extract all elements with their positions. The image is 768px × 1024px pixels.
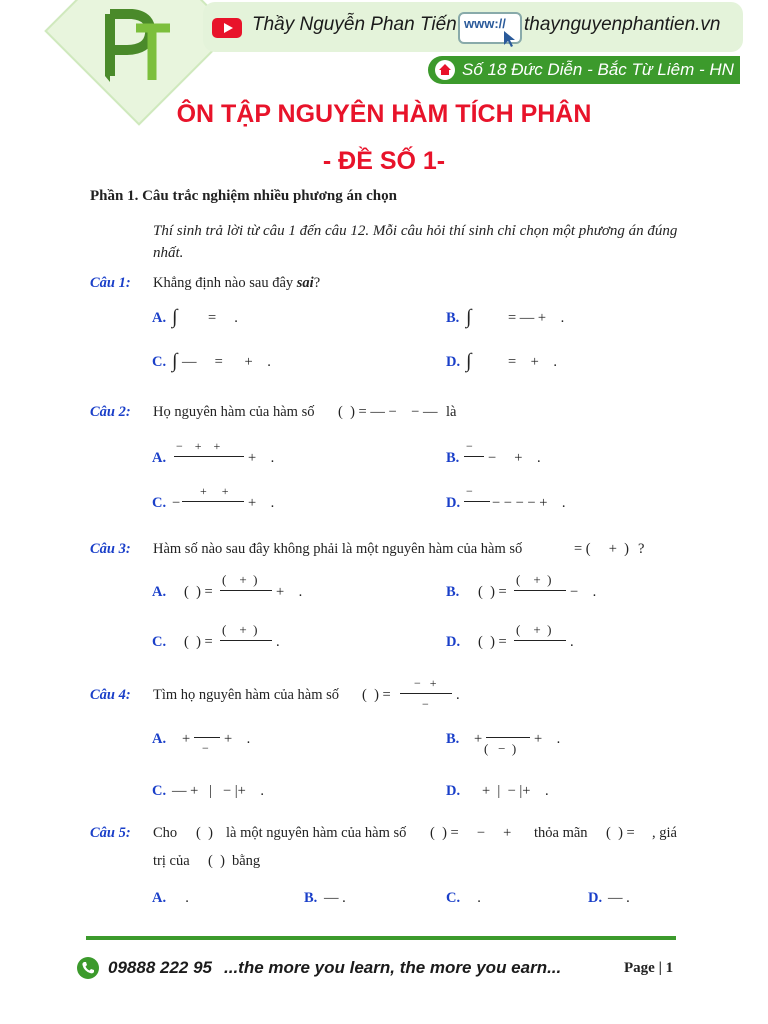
q3-option-b-lhs: ( ) = — [478, 584, 507, 600]
q4-option-a-label[interactable]: A. — [152, 731, 167, 747]
q5-fx: ( ) — [196, 825, 213, 841]
fraction-bar — [486, 737, 530, 738]
q3-option-d-tail: . — [570, 634, 574, 650]
youtube-icon — [212, 18, 242, 38]
fraction-bar — [464, 456, 484, 457]
q5-option-c-label[interactable]: C. — [446, 890, 461, 906]
q2-option-c-minus: − — [172, 495, 181, 511]
q5-option-a-expr: . — [178, 890, 189, 906]
q2-option-d-num: − — [466, 484, 473, 498]
page-title: ÔN TẬP NGUYÊN HÀM TÍCH PHÂN — [176, 100, 592, 128]
fraction-bar — [514, 590, 566, 591]
q4-option-b-plus: + — [474, 731, 483, 747]
www-label: www:// — [464, 16, 506, 31]
page-number: Page | 1 — [624, 960, 674, 976]
footer-divider — [86, 936, 676, 940]
q5-option-b-expr: — . — [324, 890, 346, 906]
fraction-bar — [464, 501, 490, 502]
question-4-label: Câu 4: — [90, 687, 131, 703]
q3-option-a-lhs: ( ) = — [184, 584, 213, 600]
q2-function-expr: ( ) = — − − — — [338, 404, 438, 420]
question-2-text: Họ nguyên hàm của hàm số — [153, 404, 315, 420]
q5-option-d-expr: — . — [608, 890, 630, 906]
q1-option-b-label[interactable]: B. — [446, 310, 460, 326]
q2-option-a-num: − + + — [176, 439, 221, 453]
q4-function-num: − + — [414, 676, 437, 690]
phone-icon — [76, 956, 100, 980]
q4-option-b-tail: + . — [534, 731, 561, 747]
question-3-text-after: ? — [638, 541, 645, 557]
q1-option-b-expr: = — + . — [508, 310, 565, 326]
logo-pt-icon — [96, 6, 176, 86]
integral-icon: ∫ — [466, 306, 472, 328]
fraction-bar — [174, 456, 244, 457]
section-heading: Phần 1. Câu trắc nghiệm nhiều phương án chọn — [90, 188, 397, 204]
question-5-text-line2b: bằng — [232, 853, 261, 869]
question-1-text: Khẳng định nào sau đây sai? — [153, 275, 321, 291]
question-5-label: Câu 5: — [90, 825, 131, 841]
question-5-text-b: là một nguyên hàm của hàm số — [226, 825, 407, 841]
q3-option-d-num: ( + ) — [516, 622, 552, 637]
page-subtitle: - ĐỀ SỐ 1- — [322, 147, 446, 175]
q5-condition: ( ) = — [606, 825, 635, 841]
q2-option-b-label[interactable]: B. — [446, 450, 460, 466]
q4-function-tail: . — [456, 687, 460, 703]
q5-function-expr: ( ) = − + — [430, 825, 512, 841]
q4-option-b-label[interactable]: B. — [446, 731, 460, 747]
question-1-label: Câu 1: — [90, 275, 131, 291]
cursor-icon — [502, 30, 518, 48]
q4-option-b-den: ( − ) — [484, 741, 517, 756]
fraction-bar — [220, 640, 272, 641]
integral-icon: ∫ — [172, 350, 178, 372]
home-icon — [434, 59, 456, 81]
q1-option-c-expr: — = + . — [182, 354, 271, 370]
q3-option-d-label[interactable]: D. — [446, 634, 461, 650]
footer-phone: 09888 222 95 — [108, 958, 212, 977]
q5-value: ( ) — [208, 853, 225, 869]
q1-option-a-expr: = . — [208, 310, 238, 326]
q3-option-a-label[interactable]: A. — [152, 584, 167, 600]
fraction-bar — [514, 640, 566, 641]
address-text: Số 18 Đức Diễn - Bắc Từ Liêm - HN — [462, 60, 734, 79]
q4-function-lhs: ( ) = — [362, 687, 391, 703]
fraction-bar — [220, 590, 272, 591]
question-2-label: Câu 2: — [90, 404, 131, 420]
q1-option-d-expr: = + . — [508, 354, 557, 370]
q5-option-b-label[interactable]: B. — [304, 890, 318, 906]
q3-option-b-label[interactable]: B. — [446, 584, 460, 600]
q5-option-a-label[interactable]: A. — [152, 890, 167, 906]
fraction-bar — [194, 737, 220, 738]
q2-option-d-tail: − − − − + . — [492, 495, 566, 511]
q1-option-a-label[interactable]: A. — [152, 310, 167, 326]
website-link[interactable]: thaynguyenphantien.vn — [524, 14, 721, 35]
integral-icon: ∫ — [172, 306, 178, 328]
q2-option-c-tail: + . — [248, 495, 275, 511]
q3-option-c-num: ( + ) — [222, 622, 258, 637]
q3-option-b-tail: − . — [570, 584, 597, 600]
q4-option-c-expr: — + | − |+ . — [172, 783, 264, 799]
q5-option-c-expr: . — [470, 890, 481, 906]
q5-option-d-label[interactable]: D. — [588, 890, 603, 906]
q2-option-b-tail: − + . — [488, 450, 541, 466]
question-4-text: Tìm họ nguyên hàm của hàm số — [153, 687, 340, 703]
q2-option-c-label[interactable]: C. — [152, 495, 167, 511]
q3-option-a-num: ( + ) — [222, 572, 258, 587]
teacher-name: Thầy Nguyễn Phan Tiến — [252, 14, 457, 35]
fraction-bar — [400, 693, 452, 694]
q4-option-c-label[interactable]: C. — [152, 783, 167, 799]
section-instruction: Thí sinh trả lời từ câu 1 đến câu 12. Mỗi câu hỏi thí sinh chỉ chọn một phương án đúng nhất. — [153, 223, 678, 261]
fraction-bar — [182, 501, 244, 502]
question-3-label: Câu 3: — [90, 541, 131, 557]
q2-option-b-num: − — [466, 439, 473, 453]
q4-function-den: − — [422, 697, 429, 711]
integral-icon: ∫ — [466, 350, 472, 372]
question-2-text-after: là — [446, 404, 457, 420]
q4-option-a-tail: + . — [224, 731, 251, 747]
footer-slogan: ...the more you learn, the more you earn... — [224, 958, 562, 977]
question-3-text: Hàm số nào sau đây không phải là một nguyên hàm của hàm số — [153, 541, 523, 557]
q4-option-a-plus: + — [182, 731, 191, 747]
q1-option-c-label[interactable]: C. — [152, 354, 167, 370]
q3-option-a-tail: + . — [276, 584, 303, 600]
question-5-text-d: , giá — [652, 825, 677, 841]
q3-option-c-label[interactable]: C. — [152, 634, 167, 650]
q2-option-a-tail: + . — [248, 450, 275, 466]
question-5-text-a: Cho — [153, 825, 178, 841]
q4-option-d-expr: + | − |+ . — [482, 783, 549, 799]
q2-option-d-label[interactable]: D. — [446, 495, 461, 511]
q4-option-a-den: − — [202, 741, 209, 755]
q2-option-c-num: + + — [200, 484, 229, 498]
question-5-text-c: thỏa mãn — [534, 825, 588, 841]
q3-function-expr: = ( + ) — [574, 541, 630, 557]
q3-option-c-tail: . — [276, 634, 280, 650]
q4-option-d-label[interactable]: D. — [446, 783, 461, 799]
question-5-text-line2a: trị của — [153, 853, 190, 869]
q3-option-b-num: ( + ) — [516, 572, 552, 587]
q3-option-d-lhs: ( ) = — [478, 634, 507, 650]
q2-option-a-label[interactable]: A. — [152, 450, 167, 466]
q3-option-c-lhs: ( ) = — [184, 634, 213, 650]
q1-option-d-label[interactable]: D. — [446, 354, 461, 370]
